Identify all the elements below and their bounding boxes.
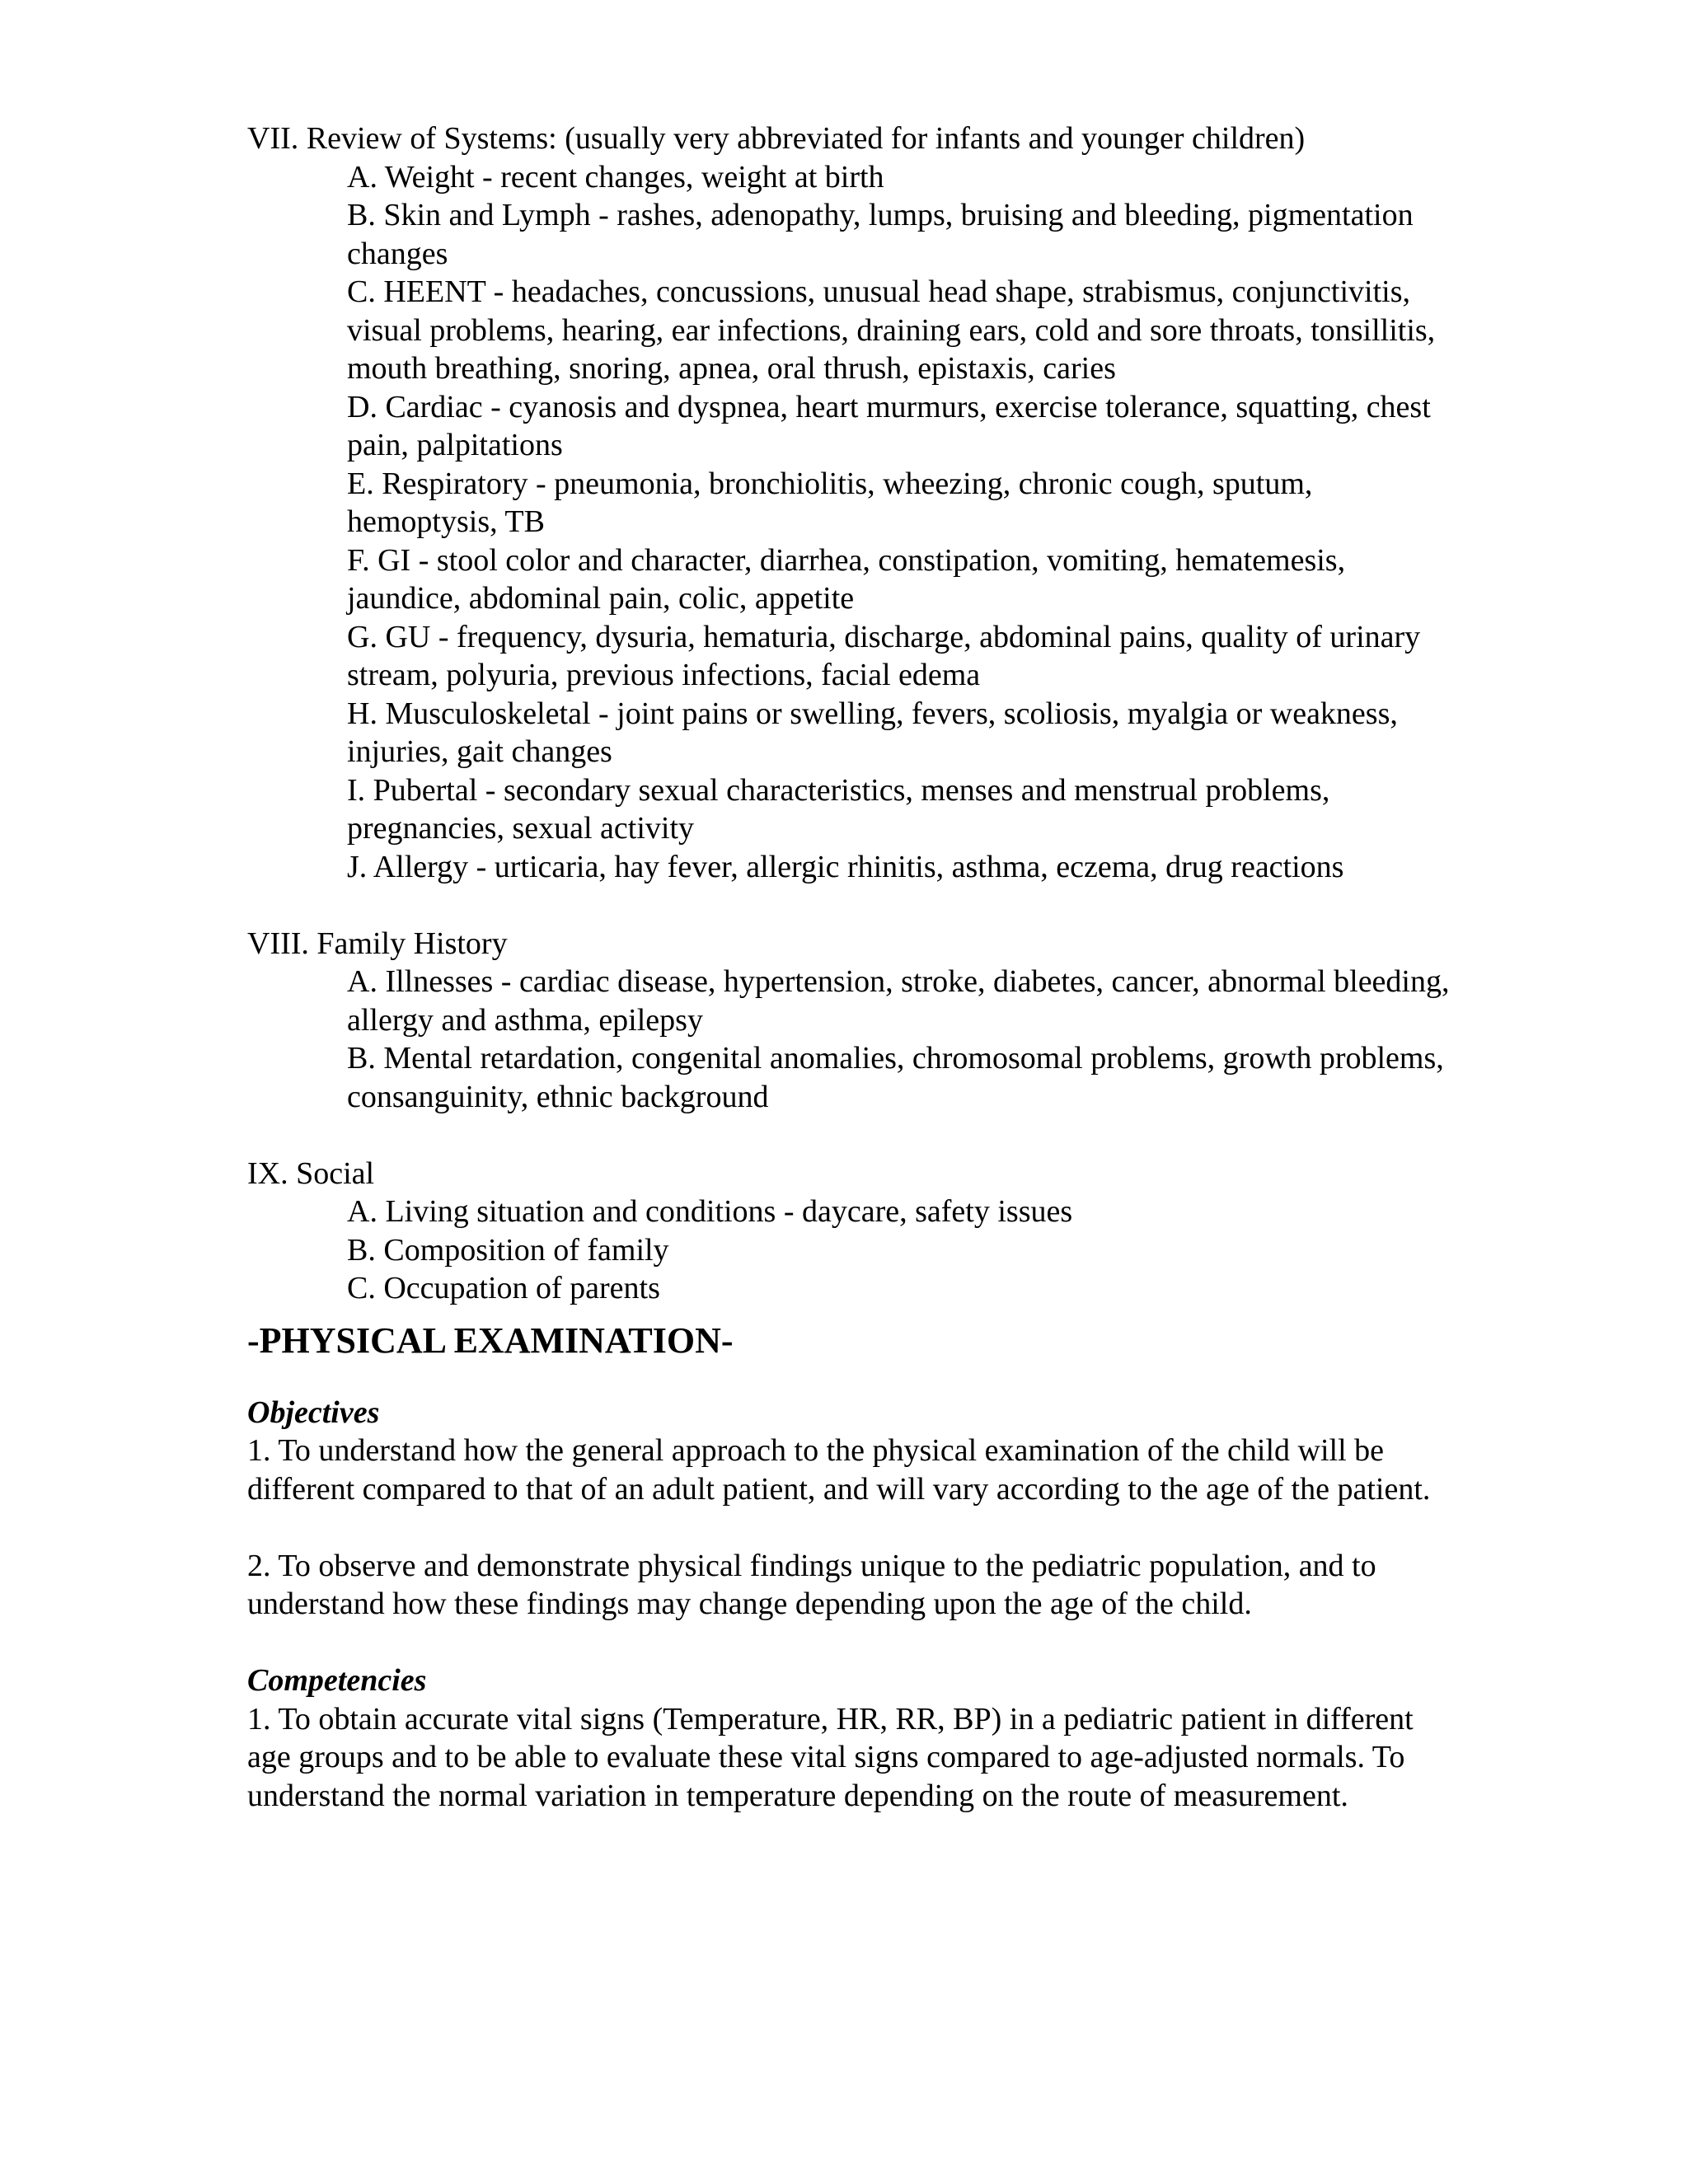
social-section (247, 1155, 1451, 1308)
list-item: I. Pubertal - secondary sexual characteristics, menses and menstrual problems, pregnancies, sexual activity (347, 772, 1330, 846)
list-item: A. Living situation and conditions - daycare, safety issues (347, 1194, 1073, 1229)
list-item: A. Illnesses - cardiac disease, hypertension, stroke, diabetes, cancer, abnormal bleeding, allergy and asthma, epilepsy (347, 964, 1450, 1038)
spacer (247, 886, 1451, 925)
social-heading: IX. Social (247, 1155, 375, 1191)
family-history-section (247, 925, 1451, 1117)
objective-paragraph: 1. To understand how the general approach to the physical examination of the child will be different compared to that of an adult patient, and will vary according to the age of the patient. (247, 1433, 1431, 1507)
objectives-heading: Objectives (247, 1394, 380, 1430)
competencies-heading: Competencies (247, 1663, 427, 1698)
social-list (247, 1193, 1451, 1308)
list-item: C. HEENT - headaches, concussions, unusual head shape, strabismus, conjunctivitis, visual problems, hearing, ear infections, draining ears, cold and sore throats, tonsillitis, mouth breathing, snoring, apnea, oral thrush, epistaxis, caries (347, 274, 1436, 386)
objective-paragraph: 2. To observe and demonstrate physical findings unique to the pediatric population, and to understand how these findings may change depending upon the age of the child. (247, 1548, 1376, 1621)
review-of-systems-section (247, 120, 1451, 886)
list-item: C. Occupation of parents (347, 1271, 660, 1305)
physical-examination-title: -PHYSICAL EXAMINATION- (247, 1319, 734, 1361)
list-item: F. GI - stool color and character, diarrhea, constipation, vomiting, hematemesis, jaundice, abdominal pain, colic, appetite (347, 542, 1346, 616)
spacer (247, 1116, 1451, 1155)
list-item: B. Composition of family (347, 1232, 669, 1268)
family-history-list (247, 963, 1451, 1116)
document-page (247, 120, 1451, 1815)
list-item: B. Mental retardation, congenital anomalies, chromosomal problems, growth problems, consanguinity, ethnic background (347, 1041, 1444, 1114)
spacer (247, 1508, 1451, 1547)
list-item: D. Cardiac - cyanosis and dyspnea, heart murmurs, exercise tolerance, squatting, chest pain, palpitations (347, 389, 1431, 462)
review-of-systems-list (247, 158, 1451, 887)
list-item: E. Respiratory - pneumonia, bronchiolitis, wheezing, chronic cough, sputum, hemoptysis, TB (347, 466, 1313, 539)
competency-paragraph: 1. To obtain accurate vital signs (Temperature, HR, RR, BP) in a pediatric patient in different age groups and to be able to evaluate these vital signs compared to age-adjusted normals. To understand the normal variation in temperature depending on the route of measurement. (247, 1701, 1414, 1813)
physical-examination-section (247, 1319, 1451, 1816)
list-item: B. Skin and Lymph - rashes, adenopathy, lumps, bruising and bleeding, pigmentation changes (347, 198, 1414, 271)
list-item: A. Weight - recent changes, weight at birth (347, 159, 884, 194)
list-item: H. Musculoskeletal - joint pains or swelling, fevers, scoliosis, myalgia or weakness, injuries, gait changes (347, 696, 1398, 769)
list-item: G. GU - frequency, dysuria, hematuria, discharge, abdominal pains, quality of urinary stream, polyuria, previous infections, facial edema (347, 619, 1421, 692)
list-item: J. Allergy - urticaria, hay fever, allergic rhinitis, asthma, eczema, drug reactions (347, 849, 1344, 884)
family-history-heading: VIII. Family History (247, 926, 508, 961)
spacer (247, 1624, 1451, 1662)
review-of-systems-heading: VII. Review of Systems: (usually very abbreviated for infants and younger children) (247, 121, 1306, 156)
